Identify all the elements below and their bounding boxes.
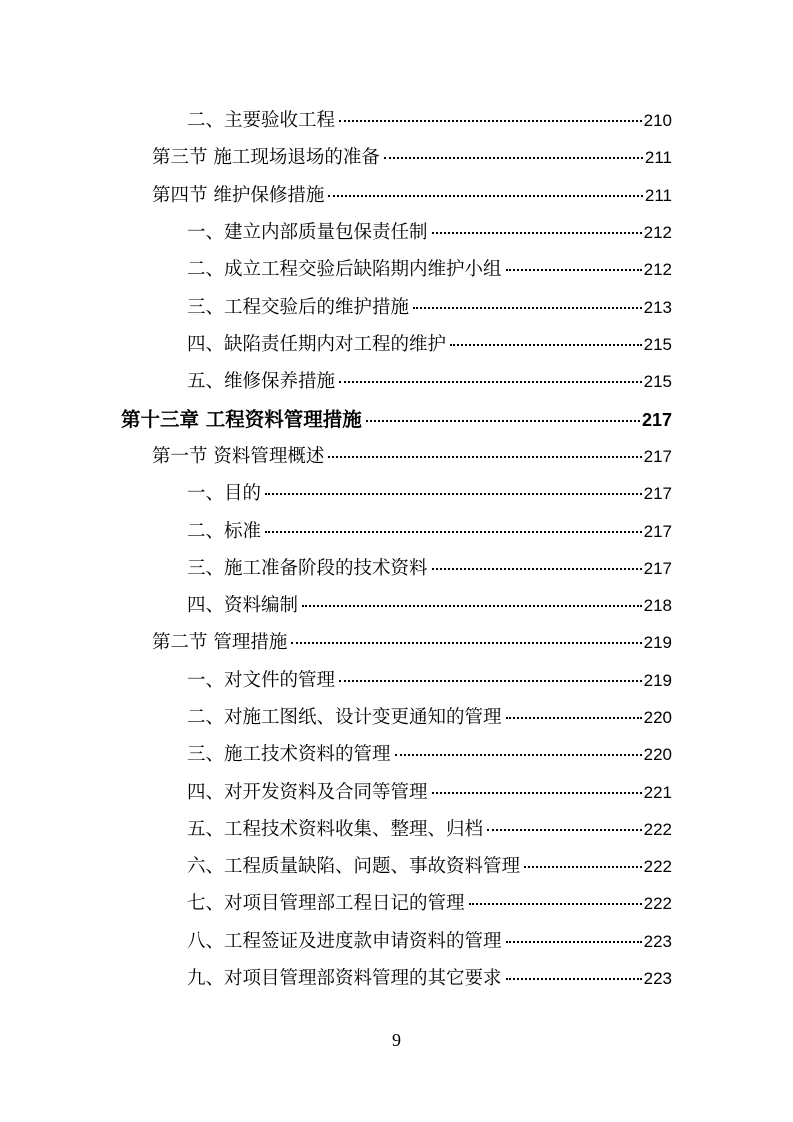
toc-entry[interactable]	[187, 778, 672, 808]
toc-entry[interactable]	[187, 666, 672, 696]
toc-entry-title: 第四节 维护保修措施	[152, 185, 325, 206]
toc-entry[interactable]	[152, 143, 672, 173]
toc-entry[interactable]	[187, 889, 672, 919]
dot-leader	[506, 269, 642, 271]
dot-leader	[291, 642, 641, 644]
toc-entry-title: 第三节 施工现场退场的准备	[152, 147, 380, 168]
toc-entry-title: 七、对项目管理部工程日记的管理	[187, 893, 465, 914]
toc-entry-page: 215	[643, 335, 672, 354]
toc-entry-title: 五、工程技术资料收集、整理、归档	[187, 819, 484, 840]
toc-entry-title: 二、标准	[187, 521, 262, 542]
toc-entry-page: 221	[643, 783, 672, 802]
toc-entry-title: 二、成立工程交验后缺陷期内维护小组	[187, 259, 502, 280]
toc-entry-title: 一、对文件的管理	[187, 670, 336, 691]
dot-leader	[432, 792, 642, 794]
toc-entry[interactable]	[187, 367, 672, 397]
toc-entry-page: 217	[643, 484, 672, 503]
toc-entry-title: 三、施工准备阶段的技术资料	[187, 558, 428, 579]
toc-entry-page: 220	[643, 745, 672, 764]
dot-leader	[469, 903, 642, 905]
dot-leader	[506, 717, 642, 719]
toc-entry[interactable]	[187, 927, 672, 957]
toc-entry[interactable]	[187, 815, 672, 845]
toc-entry-title: 二、对施工图纸、设计变更通知的管理	[187, 707, 502, 728]
toc-entry-page: 219	[643, 633, 672, 652]
toc-entry-page: 222	[643, 857, 672, 876]
dot-leader	[432, 568, 642, 570]
dot-leader	[339, 680, 642, 682]
dot-leader	[506, 941, 642, 943]
toc-entry-page: 220	[643, 708, 672, 727]
page-number: 9	[392, 1030, 401, 1050]
toc-entry-title: 四、缺陷责任期内对工程的维护	[187, 334, 447, 355]
toc-entry-title: 三、施工技术资料的管理	[187, 744, 391, 765]
dot-leader	[506, 978, 642, 980]
toc-entry-page: 210	[643, 111, 672, 130]
toc-entry[interactable]	[187, 554, 672, 584]
toc-entry-page: 217	[643, 559, 672, 578]
toc-entry-page: 223	[643, 969, 672, 988]
toc-entry-page: 222	[643, 820, 672, 839]
toc-entry[interactable]	[187, 591, 672, 621]
toc-entry-page: 223	[643, 932, 672, 951]
toc-entry-title: 九、对项目管理部资料管理的其它要求	[187, 968, 502, 989]
toc-entry-title: 一、目的	[187, 483, 262, 504]
toc-entry-page: 212	[643, 223, 672, 242]
toc-entry[interactable]	[187, 517, 672, 547]
toc-entry[interactable]	[187, 218, 672, 248]
toc-entry[interactable]	[152, 628, 672, 658]
toc-entry[interactable]	[152, 442, 672, 472]
dot-leader	[328, 195, 643, 197]
toc-entry[interactable]	[187, 106, 672, 136]
dot-leader	[524, 866, 642, 868]
toc-entry[interactable]	[187, 255, 672, 285]
dot-leader	[366, 420, 640, 422]
toc-entry[interactable]	[187, 293, 672, 323]
toc-entry-page: 211	[644, 148, 672, 167]
dot-leader	[432, 232, 642, 234]
toc-entry-title: 一、建立内部质量包保责任制	[187, 222, 428, 243]
toc-entry[interactable]	[187, 740, 672, 770]
toc-entry-page: 211	[644, 186, 672, 205]
toc-entry-page: 222	[643, 894, 672, 913]
dot-leader	[384, 157, 643, 159]
dot-leader	[265, 531, 642, 533]
dot-leader	[328, 456, 641, 458]
toc-entry-title: 六、工程质量缺陷、问题、事故资料管理	[187, 856, 521, 877]
toc-entry[interactable]	[152, 181, 672, 211]
toc-entry-title: 二、主要验收工程	[187, 110, 336, 131]
dot-leader	[302, 605, 642, 607]
toc-entry[interactable]	[187, 964, 672, 994]
toc-entry[interactable]	[187, 330, 672, 360]
toc-entry-page: 215	[643, 372, 672, 391]
dot-leader	[339, 381, 642, 383]
toc-entry-page: 212	[643, 260, 672, 279]
toc-entry-page: 217	[641, 410, 672, 430]
dot-leader	[487, 829, 642, 831]
toc-entry[interactable]	[187, 703, 672, 733]
dot-leader	[395, 754, 642, 756]
toc-entry-title: 五、维修保养措施	[187, 371, 336, 392]
dot-leader	[339, 120, 642, 122]
dot-leader	[450, 344, 642, 346]
toc-entry[interactable]	[187, 479, 672, 509]
toc-entry-title: 第二节 管理措施	[152, 632, 288, 653]
toc-entry-title: 三、工程交验后的维护措施	[187, 297, 410, 318]
toc-entry-title: 四、资料编制	[187, 595, 299, 616]
toc-entry-page: 217	[643, 522, 672, 541]
toc-entry-page: 219	[643, 671, 672, 690]
dot-leader	[413, 307, 642, 309]
toc-entry-title: 第一节 资料管理概述	[152, 446, 325, 467]
toc-entry-title: 八、工程签证及进度款申请资料的管理	[187, 931, 502, 952]
toc-entry-title: 四、对开发资料及合同等管理	[187, 782, 428, 803]
toc-entry-page: 213	[643, 298, 672, 317]
toc-entry-page: 218	[643, 596, 672, 615]
toc-entry-title: 第十三章 工程资料管理措施	[121, 408, 362, 431]
toc-entry-page: 217	[643, 447, 672, 466]
toc-chapter-entry[interactable]	[121, 404, 672, 434]
dot-leader	[265, 493, 642, 495]
toc-entry[interactable]	[187, 852, 672, 882]
